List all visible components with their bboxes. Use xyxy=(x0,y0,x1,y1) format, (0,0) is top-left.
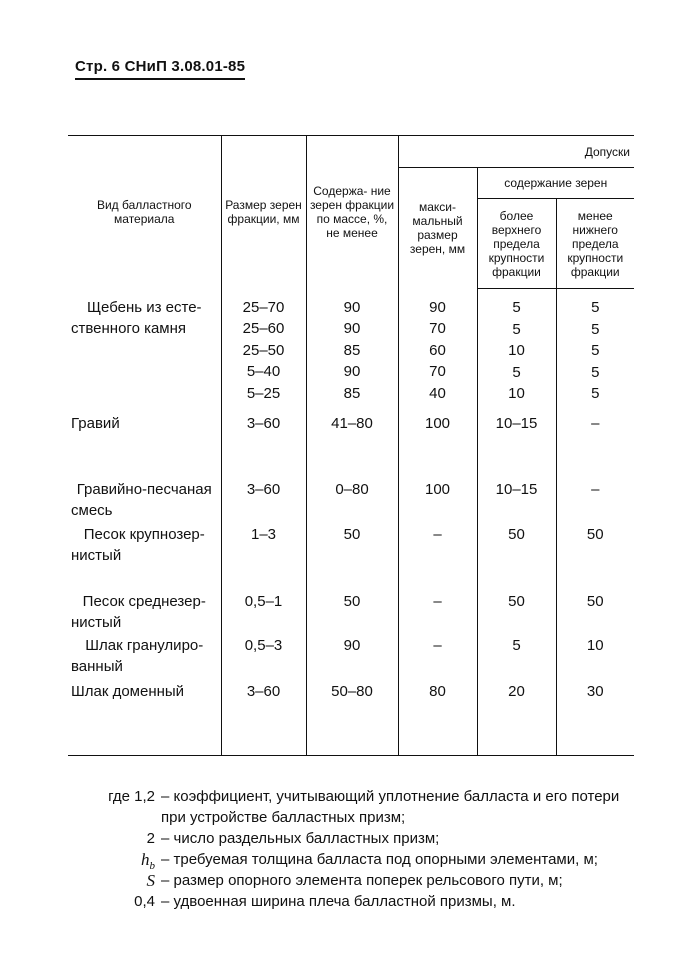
formula-notes xyxy=(75,786,645,912)
header-max-size: макси- мальный размер зерен, мм xyxy=(398,168,477,289)
note-key-s: S xyxy=(146,871,155,890)
cell-content: 0–80 xyxy=(306,479,398,524)
cell-size: 3–60 xyxy=(221,479,306,524)
cell-material: Песок крупнозер- нистый xyxy=(71,525,205,564)
header-content: Содержа- ние зерен фракции по массе, %, не менее xyxy=(306,136,398,289)
header-below-lower: менее нижнего предела крупности фракции xyxy=(556,199,634,289)
header-material: Вид балластного материала xyxy=(96,198,192,227)
cell-material: Шлак гранулиро- ванный xyxy=(71,636,204,675)
cell-above: 10–15 xyxy=(477,413,556,479)
header-tolerances: Допуски xyxy=(398,136,634,168)
cell-above: 50 xyxy=(477,524,556,591)
cell-below: 30 xyxy=(556,681,634,756)
table-row xyxy=(68,479,634,524)
cell-below: 50 xyxy=(556,524,634,591)
cell-max: 100 xyxy=(398,479,477,524)
cell-size: 1–3 xyxy=(221,524,306,591)
table-row xyxy=(68,413,634,479)
cell-size: 3–60 xyxy=(221,413,306,479)
cell-max: – xyxy=(398,635,477,681)
cell-below: – xyxy=(556,413,634,479)
cell-size: 25–70 25–60 25–50 5–40 5–25 xyxy=(221,289,306,413)
note-item xyxy=(75,849,645,870)
table-body xyxy=(68,289,634,756)
note-item xyxy=(75,870,645,891)
note-text: – коэффициент, учитывающий уплотнение балласта и его потери при устройстве балластных призм; xyxy=(161,788,620,826)
note-key: где 1,2 xyxy=(108,788,155,805)
cell-max: 90 70 60 70 40 xyxy=(398,289,477,413)
cell-max: – xyxy=(398,591,477,635)
cell-content: 90 90 85 90 85 xyxy=(306,289,398,413)
cell-max: 80 xyxy=(398,681,477,756)
cell-max: 100 xyxy=(398,413,477,479)
header-grain-content: содержание зерен xyxy=(477,168,634,199)
cell-content: 50–80 xyxy=(306,681,398,756)
note-key: 0,4 xyxy=(134,893,155,910)
ballast-table xyxy=(68,135,634,756)
cell-above: 20 xyxy=(477,681,556,756)
cell-size: 0,5–3 xyxy=(221,635,306,681)
cell-max: – xyxy=(398,524,477,591)
cell-material: Песок среднезер- нистый xyxy=(71,592,206,631)
note-text: – число раздельных балластных призм; xyxy=(161,830,440,847)
note-key-hb: $h_b$ xyxy=(141,850,155,872)
cell-below: 5 5 5 5 5 xyxy=(556,289,634,413)
cell-above: 50 xyxy=(477,591,556,635)
cell-below: 50 xyxy=(556,591,634,635)
table-row xyxy=(68,591,634,635)
cell-content: 90 xyxy=(306,635,398,681)
cell-above: 10–15 xyxy=(477,479,556,524)
note-text: – размер опорного элемента поперек рельсового пути, м; xyxy=(161,872,563,889)
header-fraction-size: Размер зерен фракции, мм xyxy=(221,136,306,289)
cell-below: 10 xyxy=(556,635,634,681)
note-text: – удвоенная ширина плеча балластной призмы, м. xyxy=(161,893,516,910)
cell-size: 3–60 xyxy=(221,681,306,756)
cell-material: Щебень из есте- ственного камня xyxy=(71,298,202,337)
table-row xyxy=(68,289,634,413)
header-above-upper: более верхнего предела крупности фракции xyxy=(477,199,556,289)
cell-above: 5 xyxy=(477,635,556,681)
cell-above: 5 5 10 5 10 xyxy=(477,289,556,413)
cell-size: 0,5–1 xyxy=(221,591,306,635)
cell-content: 50 xyxy=(306,591,398,635)
page-header: Стр. 6 СНиП 3.08.01-85 xyxy=(75,58,245,80)
cell-below: – xyxy=(556,479,634,524)
cell-material: Гравий xyxy=(71,414,120,432)
cell-content: 41–80 xyxy=(306,413,398,479)
cell-material: Гравийно-песчаная смесь xyxy=(71,480,212,519)
note-item xyxy=(75,891,645,912)
table-row xyxy=(68,681,634,756)
cell-content: 50 xyxy=(306,524,398,591)
table-row xyxy=(68,524,634,591)
note-item xyxy=(75,786,645,828)
table-row xyxy=(68,635,634,681)
note-text: – требуемая толщина балласта под опорными элементами, м; xyxy=(161,851,598,868)
cell-material: Шлак доменный xyxy=(71,682,185,700)
note-item xyxy=(75,828,645,849)
note-key: 2 xyxy=(146,830,155,847)
